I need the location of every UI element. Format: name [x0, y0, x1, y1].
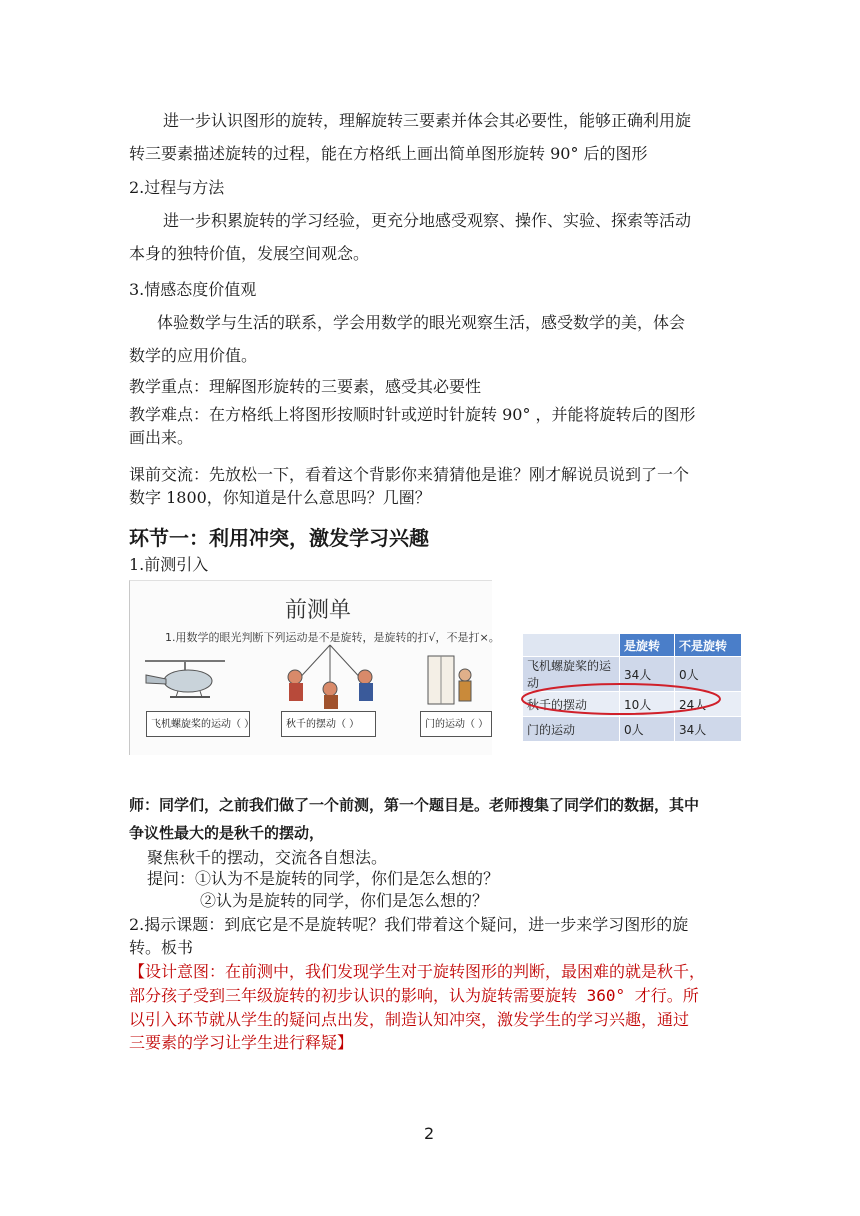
sheet-answer-box-door: 门的运动（ ）: [420, 711, 492, 737]
teacher-dialogue: 师：同学们，之前我们做了一个前测，第一个题目是。老师搜集了同学们的数据，其中: [129, 796, 700, 814]
design-intent-line: 三要素的学习让学生进行释疑】: [129, 1033, 354, 1052]
sheet-question: 1.用数学的眼光判断下列运动是不是旋转，是旋转的打√，不是打×。: [165, 631, 500, 644]
section-heading: 环节一：利用冲突，激发学习兴趣: [129, 526, 429, 550]
question-prompt-2: ②认为是旋转的同学，你们是怎么想的？: [200, 891, 489, 910]
page-number: 2: [424, 1124, 435, 1143]
subsection-pretest: 1.前测引入: [129, 555, 209, 574]
design-intent-line: 以引入环节就从学生的疑问点出发，制造认知冲突，激发学生的学习兴趣，通过: [129, 1010, 690, 1029]
question-prompt-1: 提问：①认为不是旋转的同学，你们是怎么想的？: [147, 869, 500, 888]
row-label: 飞机螺旋桨的运动: [523, 657, 620, 692]
results-header-not-rotation: 不是旋转: [675, 634, 742, 657]
focus-swing-text: 聚焦秋千的摆动，交流各自想法。: [147, 848, 388, 867]
cell-value: 0人: [675, 657, 742, 692]
objective-text-line: 进一步认识图形的旋转，理解旋转三要素并体会其必要性，能够正确利用旋: [163, 111, 692, 130]
swing-row-highlight-ellipse: [518, 680, 724, 718]
section-label-attitude: 3.情感态度价值观: [129, 280, 257, 299]
teaching-difficulty-cont: 画出来。: [129, 428, 194, 447]
row-label: 秋千的摆动: [523, 692, 620, 717]
teaching-difficulty: 教学难点：在方格纸上将图形按顺时针或逆时针旋转 90° ，并能将旋转后的图形: [129, 405, 696, 424]
reveal-topic: 2.揭示课题：到底它是不是旋转呢？我们带着这个疑问，进一步来学习图形的旋: [129, 915, 689, 934]
pretest-sheet-image: [129, 580, 500, 755]
process-text-line: 本身的独特价值，发展空间观念。: [129, 244, 370, 263]
design-intent-line: 【设计意图：在前测中，我们发现学生对于旋转图形的判断，最困难的就是秋千，: [129, 962, 706, 981]
objective-text-line: 转三要素描述旋转的过程，能在方格纸上画出简单图形旋转 90° 后的图形: [129, 144, 648, 163]
results-header-blank: [523, 634, 620, 657]
teaching-key-point: 教学重点：理解图形旋转的三要素，感受其必要性: [129, 377, 482, 396]
results-header-row: [523, 634, 742, 657]
attitude-text-line: 体验数学与生活的联系，学会用数学的眼光观察生活，感受数学的美，体会: [157, 313, 686, 332]
helicopter-illustration: [140, 653, 230, 708]
teacher-dialogue-cont: 争议性最大的是秋千的摆动，: [129, 824, 325, 842]
row-label: 门的运动: [523, 717, 620, 742]
section-label-process: 2.过程与方法: [129, 178, 225, 197]
design-intent-line: 部分孩子受到三年级旋转的初步认识的影响，认为旋转需要旋转 360° 才行。所: [129, 986, 699, 1005]
cell-value: 10人: [620, 692, 675, 717]
cell-value: 24人: [675, 692, 742, 717]
cell-value: 34人: [675, 717, 742, 742]
table-row: [523, 717, 742, 742]
sheet-title: 前测单: [285, 598, 352, 623]
attitude-text-line: 数学的应用价值。: [129, 346, 258, 365]
door-illustration: [425, 653, 480, 708]
cell-value: 34人: [620, 657, 675, 692]
process-text-line: 进一步积累旋转的学习经验，更充分地感受观察、操作、实验、探索等活动: [163, 211, 692, 230]
results-header-is-rotation: 是旋转: [620, 634, 675, 657]
swing-illustration: [275, 643, 385, 711]
sheet-answer-box-swing: 秋千的摆动（ ）: [281, 711, 376, 737]
reveal-topic-cont: 转。板书: [129, 938, 194, 957]
sheet-answer-box-propeller: 飞机螺旋桨的运动（ ）: [146, 711, 250, 737]
pre-class-talk: 课前交流：先放松一下，看着这个背影你来猜猜他是谁？刚才解说员说到了一个: [129, 465, 690, 484]
cell-value: 0人: [620, 717, 675, 742]
pre-class-talk-cont: 数字 1800，你知道是什么意思吗？几圈？: [129, 488, 431, 507]
